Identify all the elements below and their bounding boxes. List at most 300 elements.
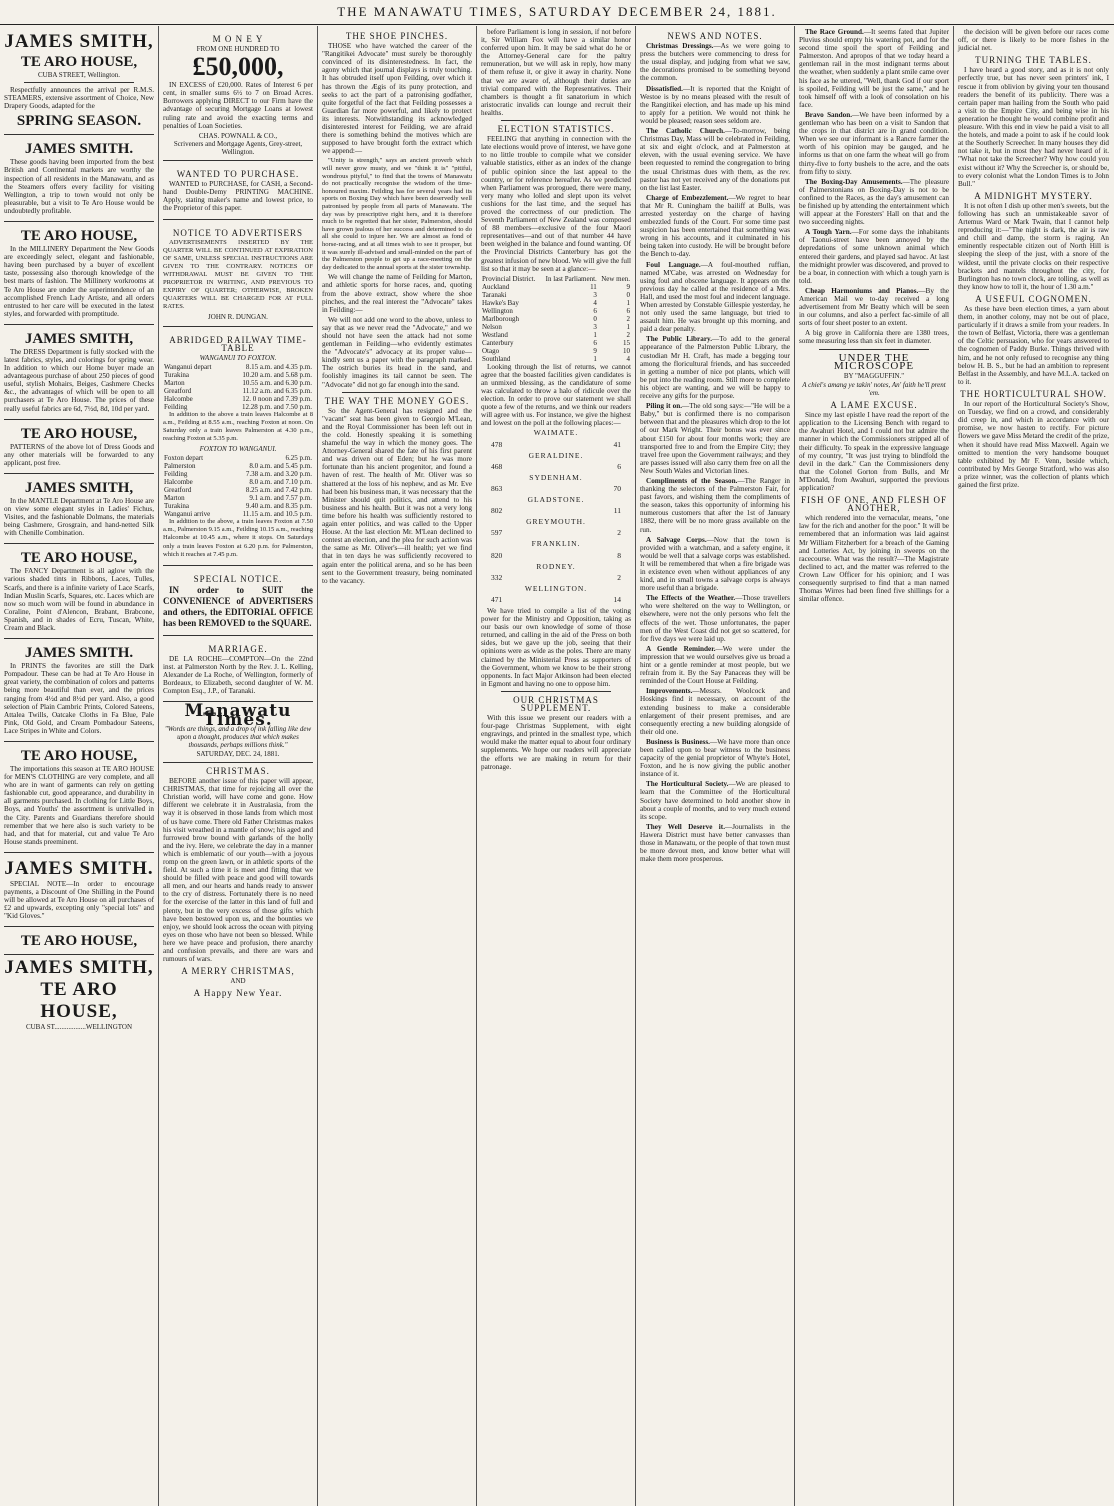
table-row [163, 363, 313, 371]
news-item-body: We were under the impression that we would ourselves give us broad a hint or a gentle reminder at most people, but we refrain from it. By the Say Panaceas they will be reminded of the Court House at Feilding. [640, 644, 791, 686]
table-row [163, 403, 313, 411]
vote-row [481, 438, 631, 452]
vote-lowest: 2 [617, 572, 621, 582]
news-item: Bravo Sandon.—We have been informed by a gentleman who has been on a visit to Sandon that the crops in that district are in grand condition. When we see our informant is a Rancre farmer the worth of his opinion may be gauged, and he informs us that on one farm the wheat will go from thirty-five to forty bushels to the acre, and the oats from fifty to sixty. [799, 110, 949, 176]
shoe-text-3: We will not add one word to the above, unless to say that as we never read the "Advocate," and we should not have seen the attack had not some gentleman in Feilding—who evidently estimates the "Advocate's" advocacy at its proper value—kindly sent us a paper with the paragraph marked. The ostrich buries its head in the sand, and foolishly imagines its tail cannot be seen. The "Advocate" did not go far enough into the sand. [322, 315, 472, 389]
district-name: Hawke's Bay [482, 298, 519, 307]
ad-text: In the MILLINERY Department the New Goods are exceedingly select, elegant and fashionable, having been purchased by a buyer of excellent taste, possessing also thorough knowledge of the best marts of fashion. The Millinery workrooms at Te Aro House are under the superintendence of an accomplished French Lady Artiste, and all orders entrusted to her care will be executed in the latest styles, and forwarded with promptitude. [4, 245, 154, 318]
ad-text: The DRESS Department is fully stocked with the latest fabrics, styles, and colorings for spring wear. In addition to which our Home buyer made an advantageous purchase of about 250 pieces of good useful, stylish Mohairs, Beiges, Cashmere Checks &c., the advantages of which will be open to all purchasers at Te Aro House. The prices of these really useful fabrics are 6d, 7½d, 8d, 10d per yard. [4, 347, 154, 413]
news-item: A Gentle Reminder.—We were under the impression that we would ourselves give us broad a hint or a gentle reminder at most people, but we refrain from it. By the Say Panaceas they will be reminded of the Court House at Feilding. [640, 644, 791, 686]
railway-table-1 [163, 363, 313, 411]
new-men: 6 [626, 306, 630, 315]
news-item: A Salvage Corps.—Now that the town is provided with a watchman, and a safety engine, it would be well that a salvage corps was established. It will be remembered that when a fire brigade was in existence even when without appliances of any kind, and in small towns a salvage corps is always more useful than a brigade. [640, 535, 791, 593]
news-item-title: They Well Deserve it. [646, 822, 725, 831]
railway-head: ABRIDGED RAILWAY TIME-TABLE [169, 334, 307, 353]
district-name: Auckland [482, 282, 510, 291]
last-parliament: 1 [593, 330, 597, 339]
news-item-body: The old song says:—"He will be a Baby," but is confirmed there is no comparison between that and the pleasures which drop to the lot of our Mark Wright. Their bonus was ever since about £150 for about four months work; they are transported free to and from the Empire City; they travel free upon the Government railways; and they are passes issued will also carry them free on all the New South Wales and Victorian lines. [640, 402, 790, 475]
vote-lowest: 14 [613, 594, 621, 604]
paper-title: Manawatu Times. [184, 701, 292, 730]
news-item [799, 329, 949, 345]
news-item-body: We have more than once been called upon to bear witness to the business capacity of the genial proprietor of Whyte's Hotel, Foxton, and he is now giving the public another instance of it. [640, 737, 790, 779]
ad-text: The importations this season at TE ARO HOUSE for MEN'S CLOTHING are very complete, and all who are in want of garments can rely on getting fashionable cut, good appearance, and durability in all garments purchased. In clothing for Little Boys, Boys, and Youths' the assortment is unrivalled in the City. Parents and Guardians therefore should remember that we here also is such variety to be had, and that for material, cut and value Te Aro House stands preeminent. [4, 764, 154, 846]
news-item-title: Piling it on. [646, 402, 683, 411]
news-item-title: The Horticultural Society. [646, 780, 729, 789]
column-3 [318, 26, 477, 1506]
district-name: Southland [482, 354, 511, 363]
marriage [163, 638, 313, 703]
table-row [163, 502, 313, 510]
page-masthead: THE MANAWATU TIMES, SATURDAY DECEMBER 24, 1881. [0, 0, 1114, 25]
vote-row [481, 482, 631, 496]
shoe-quote: "Unity is strength," says an ancient proverb which will never grow musty, and we "think it is" "pitiful, wondrous pityful," to find that the towns of Manawatu do not practically recognise the wisdom of the time-honoured maxim. Feilding has for several years had its sports on Boxing Day which have been deservedly well patronised by people from all parts of Manawatu. The day was by prescriptive right hers, and it is therefore much to be regretted that her sister, Palmerston, should have grown jealous of her success and determined to do all she could to injure her. We are almost as fond of horse-racing, and at all times wish to see it prosper, but it was surely ill-advised and small-minded on the part of the Palmerston people to get up a race-meeting on the day dedicated to the annual sports at the sister township. [322, 157, 472, 271]
news-item-body: A foul-mouthed ruffian, named M'Cabe, was arrested on Wednesday for using foul and obscene language. It appears on the previous day he called at the residence of a Mrs. Hall, and used the most foul and indecent language. When arrested by Constable Gillespie yesterday, he not only used the same language, but tried to assault him. He was brought up this morning, and paid a dear penalty. [640, 260, 790, 334]
new-men: 10 [623, 346, 630, 355]
news-item-title: Cheap Harmoniums and Pianos. [805, 286, 919, 295]
station-name: Halcombe [164, 478, 193, 487]
news-item: The Public Library.—To add to the general appearance of the Palmerston Public Library, the custodian Mr H. Craft, has made a begging tour among the floricultural friends, and has succeeded in getting a number of nice pot plants, which will be put into the reading room. Still more to complete his object are wanting, and we will be happy to receive any gifts for the purpose. [640, 335, 790, 401]
news-item-body: To add to the general appearance of the Palmerston Public Library, the custodian Mr H. Craft, has made a begging tour among the floricultural friends, and has succeeded in getting a number of nice pot plants, which will be put into the reading room. Still more to complete his object are wanting, and we will be happy to receive any gifts for the purpose. [640, 335, 790, 401]
new-men: 2 [626, 314, 630, 323]
news-item: Improvements.—Messrs. Woolcock and Hoskings find it necessary, on account of the extending business to make a considerable enlargement of their present premises, and are consequently erecting a new building alongside of their old one. [640, 687, 790, 736]
railway-sub2: FOXTON TO WANGANUI. [199, 445, 277, 454]
christmas-article [163, 767, 313, 998]
last-parliament: 0 [593, 314, 597, 323]
station-name: Greatford [164, 386, 192, 395]
news-item-body: By the American Mail we to-day received a long advertisement from Mr Beatty which will be seen in our columns, and also a perfect fac-simile of all sorts of four sheet poster to an extent. [799, 286, 949, 328]
ad-name: JAMES SMITH. [24, 645, 134, 662]
news-item-body: The pleasure of Palmerstonians on Boxing-Day is not to be confined to the Races, as the day's amusement can be finished up by attending the entertainment which will appear at the Foresters' Hall on that and the two succeeding nights. [799, 177, 949, 227]
news-item: The Horticultural Society.—We are pleased to learn that the Committee of the Horticultural Society have determined to hold another show in about a couple of months, and to very much extend its scope. [640, 780, 790, 821]
station-times: 10.20 a.m. and 5.68 p.m. [242, 370, 312, 379]
ad-james-smith-2 [4, 137, 154, 222]
column-7 [954, 26, 1113, 1506]
money-firm: CHAS. POWNALL & CO., [198, 131, 278, 140]
ad-text: These goods having been imported from the best British and Continental markets are worthy the inspection of all residents in the Manawatu, and as the Steamers offers every facility for visiting Wellington, a trip to town would not only be pleasurable, but a visit to Te Aro House would be undoubtedly profitable. [4, 158, 154, 215]
ad-name: JAMES SMITH, [24, 330, 134, 347]
news-item: They Well Deserve it.—Journalists in the Hawera District must have better canvasses than those in Manawatu, or the people of that town must be more devout men, and know better what will make them more prosperous. [640, 822, 790, 864]
ad-name: JAMES SMITH. [24, 141, 134, 158]
station-name: Halcombe [164, 394, 193, 403]
ad-text: In the MANTLE Department at Te Aro House are on view some elegant styles in Ladies' Fichus, Visites, and the fashionable Dolmans, the materials being Cashmere, Grosgrain, and hand-netted Silk with Chenille Combination. [4, 496, 154, 538]
station-name: Feilding [164, 470, 188, 479]
money-from: FROM ONE HUNDRED TO [196, 45, 280, 54]
new-men: 4 [626, 354, 630, 363]
vote-row [481, 549, 631, 563]
ad-wanted [163, 163, 313, 219]
new-men: 15 [623, 338, 630, 347]
news-item-title: A Salvage Corps. [646, 535, 707, 544]
special-head: SPECIAL NOTICE. [193, 573, 283, 584]
news-item: Dissatisfied.—It is reported that the Knight of Westoe is by no means pleased with the result of the Rangitikei election, and has made up his mind to apply for a petition. We would not think he would be pleased; reason sees seldom are. [640, 84, 790, 125]
table-row [163, 454, 313, 462]
district-name: Taranaki [482, 290, 507, 299]
station-times: 11.12 a.m. and 6.35 p.m. [242, 386, 312, 395]
news-item-body: We are pleased to learn that the Committee of the Horticultural Society have determined to hold another show in about a couple of months, and to very much extend its scope. [640, 780, 790, 821]
ad-house: TE ARO HOUSE, [20, 228, 138, 245]
useful-text: As these have been election times, a yarn about them, in another colony, may not be out of place, particularly if it draws a smile from your readers. In the town of Belfast, Victoria, there was a gentleman of the Celtic persuasion, who for years answered to the cognomen of Paddy Burke. Things thrived with him, and he not only refused to recognise any thing below H. B. S., but he had an ambition to represent Belfast in the Assembly, and have M.L.A. tacked on to it. [958, 305, 1109, 386]
district-name: Nelson [482, 322, 502, 331]
supplement-head: OUR CHRISTMAS SUPPLEMENT. [513, 694, 599, 713]
news-item-title: Bravo Sandon. [805, 110, 853, 119]
news-item: The Effects of the Weather.—Those travellers who were sheltered on the way to Wellington, or elsewhere, were not the only persons who felt the effects of the wet. Those unfortunates, the paper men of the West Coast did not get so scattered, for for five days we were laid up. [640, 594, 790, 643]
election-text: FEELING that anything in connection with the late elections would prove of interest, we have gone to no little trouble to compile what we consider valuable statistics, either as an index of the change of public opinion since the last appeal to the country, or for reference hereafter. As we predicted when Parliament was prorogued, there were many, very many who lolled and slept upon its velvet cushions for the last time, and the sequel has proved the correctness of our prediction. The Seventh Parliament of New Zealand was composed of 88 members—exclusive of the four Maori representatives—and out of that number 44 have been weighed in the balance and found wanting. Of the Provincial Districts Canterbury has got the greatest infusion of new blood. We will give the full list so that it may be seen at a glance:— [481, 135, 631, 273]
station-name: Marton [164, 378, 185, 387]
vote-place: GLADSTONE. [527, 495, 585, 505]
table-row [481, 283, 631, 291]
news-item-title: Compliments of the Season. [646, 476, 738, 485]
table-row [163, 387, 313, 395]
ad-te-aro-3 [4, 224, 154, 325]
ad-name: JAMES SMITH, [24, 479, 134, 496]
table-row [481, 331, 631, 339]
news-item-body: Those travellers who were sheltered on the way to Wellington, or elsewhere, were not the only persons who felt the effects of the wet. Those unfortunates, the paper men of the West Coast did not get so scattered, for for five days we were laid up. [640, 594, 790, 643]
vote-lowest: 6 [617, 461, 621, 471]
news-item-body: Messrs. Woolcock and Hoskings find it necessary, on account of the extending business to make a considerable enlargement of their present premises, and are consequently erecting a new building alongside of their old one. [640, 687, 790, 736]
ad-text: The FANCY Department is all aglow with the various shaded tints in Ribbons, Laces, Tulles, Scarfs, and there is a infinite variety of Lace Scarfs, Indian Muslin Scarfs, Squares, etc. Laces which are now so much worn will be found in abundance in Coraline, Point d'Alencon, Brabant, Brabcone, Spanish, and in shades of Ecru, Tuscan, White, Cream and Black. [4, 567, 154, 633]
station-times: 7.38 a.m. and 3.20 p.m. [245, 470, 312, 479]
news-item: The Boxing-Day Amusements.—The pleasure of Palmerstonians on Boxing-Day is not to be confined to the Races, as the day's amusement can be finished up by attending the entertainment which will appear at the Foresters' Hall on that and the two succeeding nights. [799, 177, 949, 227]
district-name: Otago [482, 346, 500, 355]
divider [501, 691, 611, 692]
microscope-head: UNDER THE MICROSCOPE [833, 351, 915, 372]
vote-highest: 863 [491, 483, 503, 493]
divider [342, 392, 452, 393]
station-name: Foxton depart [164, 454, 204, 463]
news-item-body: We have been informed by a gentleman who has been on a visit to Sandon that the crops in that district are in grand condition. When we see our informant is a Rancre farmer the worth of his opinion may be gauged, and he informs us that on one farm the wheat will go from thirty-five to forty bushels to the acre, and the oats from fifty to sixty. [799, 110, 949, 176]
vote-row [481, 593, 631, 607]
ad-street: CUBA STREET, Wellington. [37, 71, 120, 79]
after-table-text: Looking through the list of returns, we cannot agree that the boasted facilities given candidates is an unmixed blessing, as the candidature of some was calculated to throw a halo of ridicule over the election. In order to prove our statement we shall quote a few of the returns, and we think our readers will agree with us. For instance, we give the highest and lowest on the poll at the following places:— [481, 362, 631, 428]
vote-place: GREYMOUTH. [526, 517, 586, 527]
vote-row [481, 504, 631, 518]
midnight-text: It is not often I dish up other men's sweets, but the following has such an unmistakeable savor of Artemus Ward or Mark Twain, that I cannot help reproducing it:—"The night is dark, the air is raw and chill and damp, the storm is raging. An eminently respectable citizen out of North Hill is sleeping the sleep of the just, with a snore of the wildest, until the private clocks on their respective brackets and mantels throughout the city, for Burlington has no town clock, are tolling, as well as they know how to toll it, the hour of 1.30 a.m." [958, 201, 1109, 291]
news-item-title: Christmas Dressings. [646, 42, 714, 51]
christmas-close: A MERRY CHRISTMAS, [181, 966, 295, 977]
station-times: 8.0 a.m. and 7.10 p.m. [249, 478, 312, 487]
news-item-title: Foul Language. [646, 260, 701, 269]
vote-row [481, 460, 631, 474]
vote-place: WELLINGTON. [524, 583, 588, 593]
money-firm-address: Scriveners and Mortgage Agents, Grey-street, Wellington. [173, 139, 303, 156]
lame-head: A LAME EXCUSE. [830, 400, 918, 411]
news-item-body: To-morrow, being Christmas Day, Mass will be celebrated in Feilding, at six and eight o'clock, and at Palmerston at eleven, with the usual evening service. We have been requested to remind the congregation to bring the usual Christmas dues with them, as the rev. pastor has not yet received any of the donations put on the list last Easter. [640, 127, 790, 192]
last-parliament: 3 [593, 322, 597, 331]
special-text: IN order to SUIT the CONVENIENCE of ADVERTISERS and others, the EDITORIAL OFFICE has been REMOVED to the SQUARE. [163, 584, 313, 628]
paper-nameplate [163, 701, 313, 763]
news-item: Business is Business.—We have more than once been called upon to bear witness to the business capacity of the genial proprietor of Whyte's Hotel, Foxton, and he is now giving the public another instance of it. [640, 737, 790, 779]
railway-note1: In addition to the above a train leaves Halcombe at 8 a.m., Feilding at 8.55 a.m., reaching Foxton at noon. On Saturday only a train leaves Palmerston at 4.30 p.m., reaching Foxton at 5.35 p.m. [163, 410, 313, 443]
horticultural-head: THE HORTICULTURAL SHOW. [960, 388, 1107, 399]
news-item-body: Journalists in the Hawera District must have better canvasses than those in Manawatu, or the people of that town must be more devout men, and know better what will make them more prosperous. [640, 822, 790, 864]
ad-name: JAMES SMITH, [4, 31, 154, 52]
ad-money [163, 28, 313, 161]
wanted-text: WANTED to PURCHASE, for CASH, a Second-hand Double-Demy PRINTING MACHINE. Apply, stating maker's name and lowest price, to the Proprietor of this paper. [163, 180, 313, 213]
table-row [163, 395, 313, 403]
ad-name: JAMES SMITH, [4, 957, 154, 979]
last-parliament: 4 [593, 298, 597, 307]
marriage-text: DE LA ROCHE—COMPTON—On the 22nd inst. at Palmerston North by the Rev. J. L. Kelling, Alexander de La Roche, of Wellington, formerly of Bordeaux, to Elizabeth, second daughter of W. M. Compton Esq., J.P., of Taranaki. [163, 654, 313, 696]
continued-text: the decision will be given before our races come off, or there is likely to be more fishes in the judicial net. [958, 28, 1109, 53]
shoe-text: THOSE who have watched the career of the "Rangitikei Advocate" must surely be thoroughly convinced of its disinterestedness. In fact, the agony which that journal displays is truly touching. It has obtruded itself upon Feilding, over which it has thrown the Ægis of its puny protection, and seeks to act the part of a patronising godfather, quite forgetful of the fact that Feilding possesses a Guardian far more powerful, and likely to protect its interests. Notwithstanding its acknowledged disinterested interest for Feilding, we are afraid there is something behind the motives which are supposed to have brought forth the extract which we append:— [322, 42, 472, 156]
table-row [163, 470, 313, 478]
notice-text: ADVERTISEMENTS INSERTED BY THE QUARTER WILL BE CONTINUED AT EXPIRATION OF SAME, UNLESS SPECIAL INSTRUCTIONS ARE GIVEN TO THE CONTRARY. NOTICES OF WITHDRAWAL MUST BE GIVEN TO THE PROPRIETOR IN WRITING, AND PREVIOUS TO EXPIRY OF QUARTER; OTHERWISE, BROKEN QUARTERS WILL BE CHARGED FOR AT FULL RATES. [163, 238, 313, 311]
ad-text: In PRINTS the favorites are still the Dark Pompadour. These can be had at Te Aro House in great variety, the combination of colors and patterns being more beautiful than ever, and the prices ranging from 4½d and 8½d per yard. Also, a good selection of Plain Cambric Prints, Colored Sateens, Attalea Twills, Oatcake Cloths in Fa Blue, Pale Pink, Old Gold, and Cream Pombadour Sateens, Lace Stripes in White and Colors. [4, 662, 154, 735]
news-item-body: We regret to hear that Mr R. Cuningham the bailiff at Bulls, was arrested yesterday on the charge of having embezzled funds of the Court. For some time past suspicion has been entertained that something was wrong in his accounts, and it culminated in his being taken into custody. He will be brought before the Bench to-day. [640, 193, 790, 259]
way-head: THE WAY THE MONEY GOES. [324, 395, 470, 406]
station-name: Greatford [164, 486, 192, 495]
vote-place: RODNEY. [536, 561, 576, 571]
vote-lowest: 11 [613, 506, 621, 516]
station-times: 9.1 a.m. and 7.57 p.m. [249, 494, 312, 503]
news-item-title: A Gentle Reminder. [646, 644, 716, 653]
district-name: Wellington [482, 306, 513, 315]
ad-season: SPRING SEASON. [16, 113, 142, 130]
ad-te-aro-5 [4, 422, 154, 474]
ad-text: Respectfully announces the arrival per R.M.S. STEAMERS, extensive assortment of Choice, New Drapery Goods, adapted for the [4, 86, 154, 111]
ad-street: CUBA ST..................WELLINGTON [25, 1023, 133, 1032]
notice-signature: JOHN R. DUNGAN. [208, 313, 268, 322]
station-name: Wanganui depart [164, 362, 212, 371]
news-item: The Race Ground.—It seems fated that Jupiter Pluvius should empty his watering pot, and for the second time spoil the sport of Feilding and Palmerston. And apropos of that we today heard a gentleman rail in the most indignant terms about the weather, when suddenly a plant smile came over his face as he uttered, "Well, thank God if our sport is spoiled, Feilding will be just the same," and he took himself off with a look of consolation on his face. [799, 28, 949, 109]
vote-place: SYDENHAM. [529, 472, 583, 482]
ad-james-smith-1 [4, 28, 154, 135]
news-item: Christmas Dressings.—As we were going to press the butchers were commencing to dress for the usual display, and judging from what we saw, the decorations promised to be something beyond the common. [640, 42, 790, 83]
news-item-body: It seems fated that Jupiter Pluvius should empty his watering pot, and for the second time spoil the sport of Feilding and Palmerston. And apropos of that we today heard a gentleman rail in the most indignant terms about the weather, when suddenly a plant smile came over his face as he uttered, "Well, thank God if our sport is spoiled, Feilding will be just the same," and he took himself off with a look of consolation on his face. [799, 28, 949, 109]
news-item-title: The Catholic Church. [646, 127, 725, 136]
column-1-ads [0, 26, 159, 1506]
district-name: Westland [482, 330, 508, 339]
table-row [163, 494, 313, 502]
midnight-head: A MIDNIGHT MYSTERY. [974, 190, 1093, 201]
vote-lowest: 8 [617, 550, 621, 560]
ad-james-smith-12 [4, 957, 154, 1031]
last-parliament: 11 [590, 282, 597, 291]
column-4 [477, 26, 636, 1506]
new-men: 9 [626, 282, 630, 291]
news-item-title: The Public Library. [646, 335, 713, 344]
last-parliament: 3 [593, 290, 597, 299]
divider [501, 120, 611, 121]
vote-highest: 332 [491, 572, 503, 582]
station-times: 11.15 a.m. and 10.5 p.m. [242, 510, 312, 519]
news-item-title: Improvements. [646, 687, 693, 696]
last-parliament: 6 [593, 306, 597, 315]
station-name: Feilding [164, 402, 188, 411]
ad-te-aro-7 [4, 546, 154, 639]
vote-place: FRANKLIN. [531, 539, 581, 549]
station-name: Wanganui arrive [164, 510, 211, 519]
vote-highest: 468 [491, 461, 503, 471]
table-row [481, 291, 631, 299]
news-item-title: Business is Business. [646, 737, 710, 746]
shoe-text-2: We will change the name of Feilding for Marton, and athletic sports for horse races, and, quoting from the above extract, show where the shoe pinches, and the real interest the "Advocate" takes in Feilding:— [322, 273, 472, 314]
ad-house: TE ARO HOUSE, [20, 550, 138, 567]
column-6 [795, 26, 954, 1506]
table-row [481, 339, 631, 347]
table-row [163, 478, 313, 486]
supplement-text: With this issue we present our readers with a four-page Christmas Supplement, with eight engravings, and printed in the smallest type, which would make the matter equal to about four ordinary supplements. We hope our readers will appreciate the efforts we are making in return for their patronage. [481, 714, 631, 771]
new-men: 1 [626, 322, 630, 331]
station-times: 8.15 a.m. and 4.35 p.m. [245, 362, 312, 371]
station-times: 6.25 p.m. [285, 454, 312, 463]
columns [0, 26, 1114, 1506]
news-item-title: Charge of Embezzlement. [646, 193, 729, 202]
station-name: Turakina [164, 502, 190, 511]
table-row [481, 299, 631, 307]
divider [24, 82, 134, 83]
new-men: 1 [626, 298, 630, 307]
vote-lowest: 70 [613, 483, 621, 493]
money-amount: £50,000, [192, 52, 284, 82]
turning-text: I have heard a good story, and as it is not only perfectly true, but has never seen printers' ink, I rescue it from oblivion by giving your ten thousand readers the benefit of its publicity. There was a certain paper man hailing from the South who paid a visit to the Empire City, and being wise in his generation he thought he would combine profit and pleasure. With this end in view he paid a visit to all the hotels, and made a point to ask if he could look at the Southerly Screecher. In many houses they did not take it, but in most they had never heard of it. "What not take the Screecher? Why how could you exist without it? Why the Screecher is, or should be, to every colonist what the London Times is to John Bull." [958, 66, 1109, 188]
ad-te-aro-11 [4, 929, 154, 955]
news-item-title: A Tough Yarn. [805, 228, 852, 237]
news-item-title: The Boxing-Day Amusements. [805, 177, 903, 186]
news-item: Compliments of the Season.—The Ranger in thanking the selectors of the Palmerston Fair, for past favors, and wishing them the compliments of the season, takes this opportunity of informing his numerous customers that after the 1st of January 1882, there will be no more grass available on the run. [640, 476, 790, 534]
district-name: Canterbury [482, 338, 514, 347]
ad-text: PATTERNS of the above lot of Dress Goods and any other materials will be forwarded to any applicant, post free. [4, 442, 154, 467]
vote-list [481, 429, 631, 607]
fish-text: which rendered into the vernacular, means, "one law for the rich and another for the poor." It will be remembered that an information was laid against Mr William Fitzherbert for a breach of the Gaming and Lotteries Act, by joining in sweeps on the racecourse. What was the result?—The Magistrate declined to act, and the matter was referred to the Crown Law Officer for his opinion; and I was consequently surprised to find that a man named Thomas Wirres had been fined five shillings for a similar offence. [799, 514, 949, 604]
wanted-head: WANTED TO PURCHASE. [176, 169, 300, 180]
table-row [163, 486, 313, 494]
shoe-head: THE SHOE PINCHES. [345, 31, 449, 41]
ad-name: JAMES SMITH. [4, 857, 154, 879]
useful-head: A USEFUL COGNOMEN. [975, 293, 1092, 304]
horticultural-text: In our report of the Horticultural Society's Show, on Tuesday, we find on a crowd, and considerably did creep in, and which in accordance with our promise, we now hasten to rectify. For picture flowers we gave Miss Metard the credit of the prize, when it should have read Miss Maxwell. Again we omitted to mention the very handsome bouquet table exhibited by Mr F. Venn, beside which, contributed by Mrs George Stratford, who was also a prize winner, was the collection of plants which gained the first prize. [958, 400, 1109, 489]
divider [819, 349, 929, 350]
vote-row [481, 571, 631, 585]
news-item-title: Dissatisfied. [646, 84, 683, 93]
column-2 [159, 26, 318, 1506]
column-5 [636, 26, 795, 1506]
news-item: A Tough Yarn.—For some days the inhabitants of Taonui-street have been annoyed by the depredations of some unknown animal which entered their gardens, and played sad havoc. At last the midnight prowler was discovered, and proved to be a boar, in connection with which a tough yarn is told. [799, 228, 950, 285]
station-times: 12. 0 noon and 7.39 p.m. [242, 394, 312, 403]
last-parliament: 1 [593, 354, 597, 363]
vote-highest: 597 [491, 528, 503, 538]
ad-house: TE ARO HOUSE, [20, 54, 138, 70]
news-item: The Catholic Church.—To-morrow, being Christmas Day, Mass will be celebrated in Feilding, at six and eight o'clock, and at Palmerston at eleven, with the usual evening service. We have been requested to remind the congregation to bring the usual Christmas dues with them, as the rev. pastor has not yet received any of the donations put on the list last Easter. [640, 127, 790, 192]
election-head: ELECTION STATISTICS. [497, 124, 615, 135]
paper-motto: "Words are things, and a drop of ink falling like dew upon a thought, produces that which makes thousands, perhaps millions think." [164, 724, 312, 749]
ad-house: TE ARO HOUSE, [40, 979, 118, 1023]
news-item-body: For some days the inhabitants of Taonui-street have been annoyed by the depredations of some unknown animal which entered their gardens, and played sad havoc. At last the midnight prowler was discovered, and proved to be a boar, in connection with which a tough yarn is told. [799, 228, 950, 285]
vote-place: GERALDINE. [528, 450, 584, 460]
news-item: Piling it on.—The old song says:—"He will be a Baby," but is confirmed there is no comparison between that and the pleasures which drop to the lot of our Mark Wright. Their bonus was ever since about £150 for about four months work; they are transported free to and from the Empire City; they travel free upon the Government railways; and they are passes issued will also carry them free on all the New South Wales and Victorian lines. [640, 402, 790, 475]
table-row [481, 355, 631, 363]
table-header: Provincial District. [482, 274, 536, 283]
ad-te-aro-9 [4, 744, 154, 853]
last-parliament: 9 [593, 346, 597, 355]
ad-text: SPECIAL NOTE—In order to encourage payments, a Discount of One Shilling in the Pound will be allowed at Te Aro House on all purchases of £2 and upwards, excepting only "special lots" and "Kid Gloves." [4, 879, 154, 921]
table-row [481, 323, 631, 331]
station-times: 8.0 a.m. and 5.45 p.m. [249, 462, 312, 471]
news-item-body: The Ranger in thanking the selectors of the Palmerston Fair, for past favors, and wishing them the compliments of the season, takes this opportunity of informing his numerous customers that after the 1st of January 1882, there will be no more grass available on the run. [640, 476, 790, 534]
district-name: Marlborough [482, 314, 519, 323]
station-name: Marton [164, 494, 185, 503]
ad-james-smith-10 [4, 855, 154, 927]
election-table [481, 275, 631, 363]
table-header: In last Parliament. [545, 274, 597, 283]
news-item-body: A big grove in California there are 1380 trees, some measuring less than six feet in diameter. [799, 329, 949, 346]
table-row [481, 307, 631, 315]
news-item-title: The Effects of the Weather. [646, 594, 736, 603]
money-text: IN EXCESS of £20,000. Rates of Interest 6 per cent, in smaller sums 6½ to 7 on Broad Acres. Borrowers applying DIRECT to our Firm have the advantage of securing Mortgage Loans at lowest ruling rate and avoid the exacting terms and penalties of Loan Societies. [163, 81, 313, 130]
news-item-body: It is reported that the Knight of Westoe is by no means pleased with the result of the Rangitikei election, and has made up his mind to apply for a petition. We would not think he would be pleased; reason sees seldom are. [640, 84, 790, 125]
railway-timetable [163, 329, 313, 566]
news-items-continued [799, 28, 949, 346]
railway-sub1: WANGANUI TO FOXTON. [199, 353, 277, 362]
fish-head: FISH OF ONE, AND FLESH OF ANOTHER, [800, 495, 948, 514]
microscope-byline: BY "MAGGUFFIN." [843, 371, 905, 380]
news-item: Foul Language.—A foul-mouthed ruffian, named M'Cabe, was arrested on Wednesday for using foul and obscene language. It appears on the previous day he called at the residence of a Mrs. Hall, and used the most foul and indecent language. When arrested by Constable Gillespie yesterday, he not only used the same language, but tried to assault him. He was brought up this morning, and paid a dear penalty. [640, 260, 790, 334]
ad-house: TE ARO HOUSE, [20, 933, 138, 950]
station-times: 9.40 a.m. and 8.35 p.m. [245, 502, 312, 511]
christmas-text: BEFORE another issue of this paper will appear, CHRISTMAS, that time for rejoicing all over the Christian world, will have come and gone. How different we celebrate it in Australasia, from the way it is observed in those lands from which most of us have come. There old Father Christmas makes his visit wreathed in a mantle of snow; his aged and furrowed brow bound with garlands of the holly and the ivy. Here, we celebrate the day in a manner which is emblematic of our youth—with a joyous romp on the green lawn, or in athletic sports of the field. At such a time it is meet and fitting that we should be filled with peace and good will towards all men, and our hearts and hands ready to answer to the cry of distress. Fortunately there is no need for the exercise of the latter in this land of full and plenty, but in the very excess of those gifts which have been bestowed upon us, and the bounties we enjoy, we should look across the ocean with pitying eyes on those who have not been so blessed. While here we have peace and profusion, there anarchy and confusion prevails, and there are wars and rumours of wars. [163, 777, 313, 964]
ad-james-smith-6 [4, 476, 154, 544]
microscope-motto: A chiel's amang ye takin' notes, An' faith he'll prent 'em. [802, 380, 946, 397]
turning-head: TURNING THE TABLES. [975, 55, 1092, 66]
table-row [163, 462, 313, 470]
vote-highest: 478 [491, 439, 503, 449]
lame-text: Since my last epistle I have read the report of the application to the Licensing Bench with regard to the Awahuri Hotel, and I could not but admire the manner in which the Commissioners stripped all of their difficulty. To speak in the expressive language of my country, "It was just trying to blindfold the devil in the dark." Can the Commissioners deny that the Colonel Gorton from Bulls, and Mr M'Donald, from Awahuri, supported the previous application? [799, 411, 949, 492]
vote-row [481, 526, 631, 540]
table-row [163, 379, 313, 387]
marriage-head: MARRIAGE. [208, 643, 268, 654]
notice-head: NOTICE TO ADVERTISERS [172, 227, 304, 238]
news-item: Cheap Harmoniums and Pianos.—By the American Mail we to-day received a long advertisement from Mr Beatty which will be seen in our columns, and also a perfect fac-simile of all sorts of four sheet poster to an extent. [799, 286, 949, 328]
vote-highest: 802 [491, 506, 503, 516]
news-item-title: The Race Ground. [805, 28, 864, 36]
christmas-new-year: A Happy New Year. [193, 988, 283, 999]
ad-house: TE ARO HOUSE, [20, 425, 138, 442]
table-header: New men. [601, 274, 630, 283]
continued-text: before Parliament is long in session, if not before it, Sir William Fox will have a similar honor conferred upon him. It may be said what do he or the Attorney-General care for the paltry remuneration, but we will ask in reply, how many of them refuse it, or give it away in charity. None that we are aware of, although their duties are trivial compared with the Representatives. Their chambers is thought a fit sanatorium in which aristocratic invalids can lounge and recruit their healths. [481, 28, 631, 117]
station-name: Turakina [164, 370, 190, 379]
new-men: 2 [626, 330, 630, 339]
railway-note2: In addition to the above, a train leaves Foxton at 7.50 a.m., Palmerston 9.15 a.m., Feilding 10.15 a.m., reaching Halcombe at 10.45 a.m., where it stops. On Saturdays only a train leaves Foxton at 6.20 p.m. for Palmerston, which it reaches at 7.45 p.m. [163, 518, 313, 558]
paper-date: SATURDAY, DEC. 24, 1881. [196, 749, 280, 758]
table-row [481, 347, 631, 355]
news-item: Charge of Embezzlement.—We regret to hear that Mr R. Cuningham the bailiff at Bulls, was arrested yesterday on the charge of having embezzled funds of the Court. For some time past suspicion has been entertained that something was wrong in his accounts, and it culminated in his being taken into custody. He will be brought before the Bench to-day. [640, 193, 790, 259]
money-title: M O N E Y [212, 34, 264, 44]
station-times: 8.25 a.m. and 7.42 p.m. [245, 486, 312, 495]
station-times: 10.55 a.m. and 6.30 p.m. [242, 378, 312, 387]
new-men: 0 [626, 290, 630, 299]
news-head: NEWS AND NOTES. [667, 31, 763, 41]
news-item-body: Now that the town is provided with a watchman, and a safety engine, it would be well that a salvage corps was established. It will be remembered that when a fire brigade was in existence even when without appliances of any kind, and in small towns a salvage corps is always more useful than a brigade. [640, 535, 791, 593]
christmas-and: AND [230, 977, 246, 986]
special-notice [163, 568, 313, 636]
vote-highest: 820 [491, 550, 503, 560]
table-row [481, 315, 631, 323]
news-item-body: As we were going to press the butchers were commencing to dress for the usual display, and judging from what we saw, the decorations promised to be something beyond the common. [640, 42, 790, 83]
news-items [640, 42, 790, 863]
way-text: So the Agent-General has resigned and the "vacant" seat has been given to Georgio M'Lean, and the Royal Commissioner has been left out in the cold. Honestly speaking it is something shameful the way in which the money goes. The Attorney-General shared the fate of his first parent and was driven out of Eden; but he was more fortunate than his ancient progenitor, and found a haven of rest. The health of Mr. Oliver was so shattered at the loss of his nephew, and as Mr. Eve had been his business man, it was necessary that the Minister should quit politics, and attend to his business and his health. But it was not a very long time before his health was sufficiently restored to again enter politics, and was called to the Upper House. At the last election Mr. M'Lean declined to contest an election, and the plea for such action was the same as Mr. Oliver's—ill health; yet we find that in ten days he was sufficiently recovered to again enter the political arena, and so he has been sent to the Government treasury, being nominated to the vacancy. [322, 406, 472, 585]
last-parliament: 6 [593, 338, 597, 347]
ad-james-smith-4 [4, 327, 154, 420]
station-times: 12.28 p.m. and 7.50 p.m. [242, 402, 312, 411]
station-name: Palmerston [164, 462, 196, 471]
table-row [163, 371, 313, 379]
vote-place: WAIMATE. [533, 428, 579, 438]
vote-lowest: 2 [617, 528, 621, 538]
christmas-head: CHRISTMAS. [206, 765, 270, 776]
vote-lowest: 41 [613, 439, 621, 449]
after-votes-text: We have tried to compile a list of the voting power for the Ministry and Opposition, taking as our basis our own knowledge of some of those returned, and calling in the aid of the Press on both sides, but we gave up the job, seeing that their opinions were as wide as the poles. There are many claimed by the Ministerial Press as supporters of the Government, whom we know to be their strong opponents. In fact Major Atkinson had been elected in Egmont and having no one to oppose him. [481, 606, 631, 688]
notice-advertisers [163, 222, 313, 327]
